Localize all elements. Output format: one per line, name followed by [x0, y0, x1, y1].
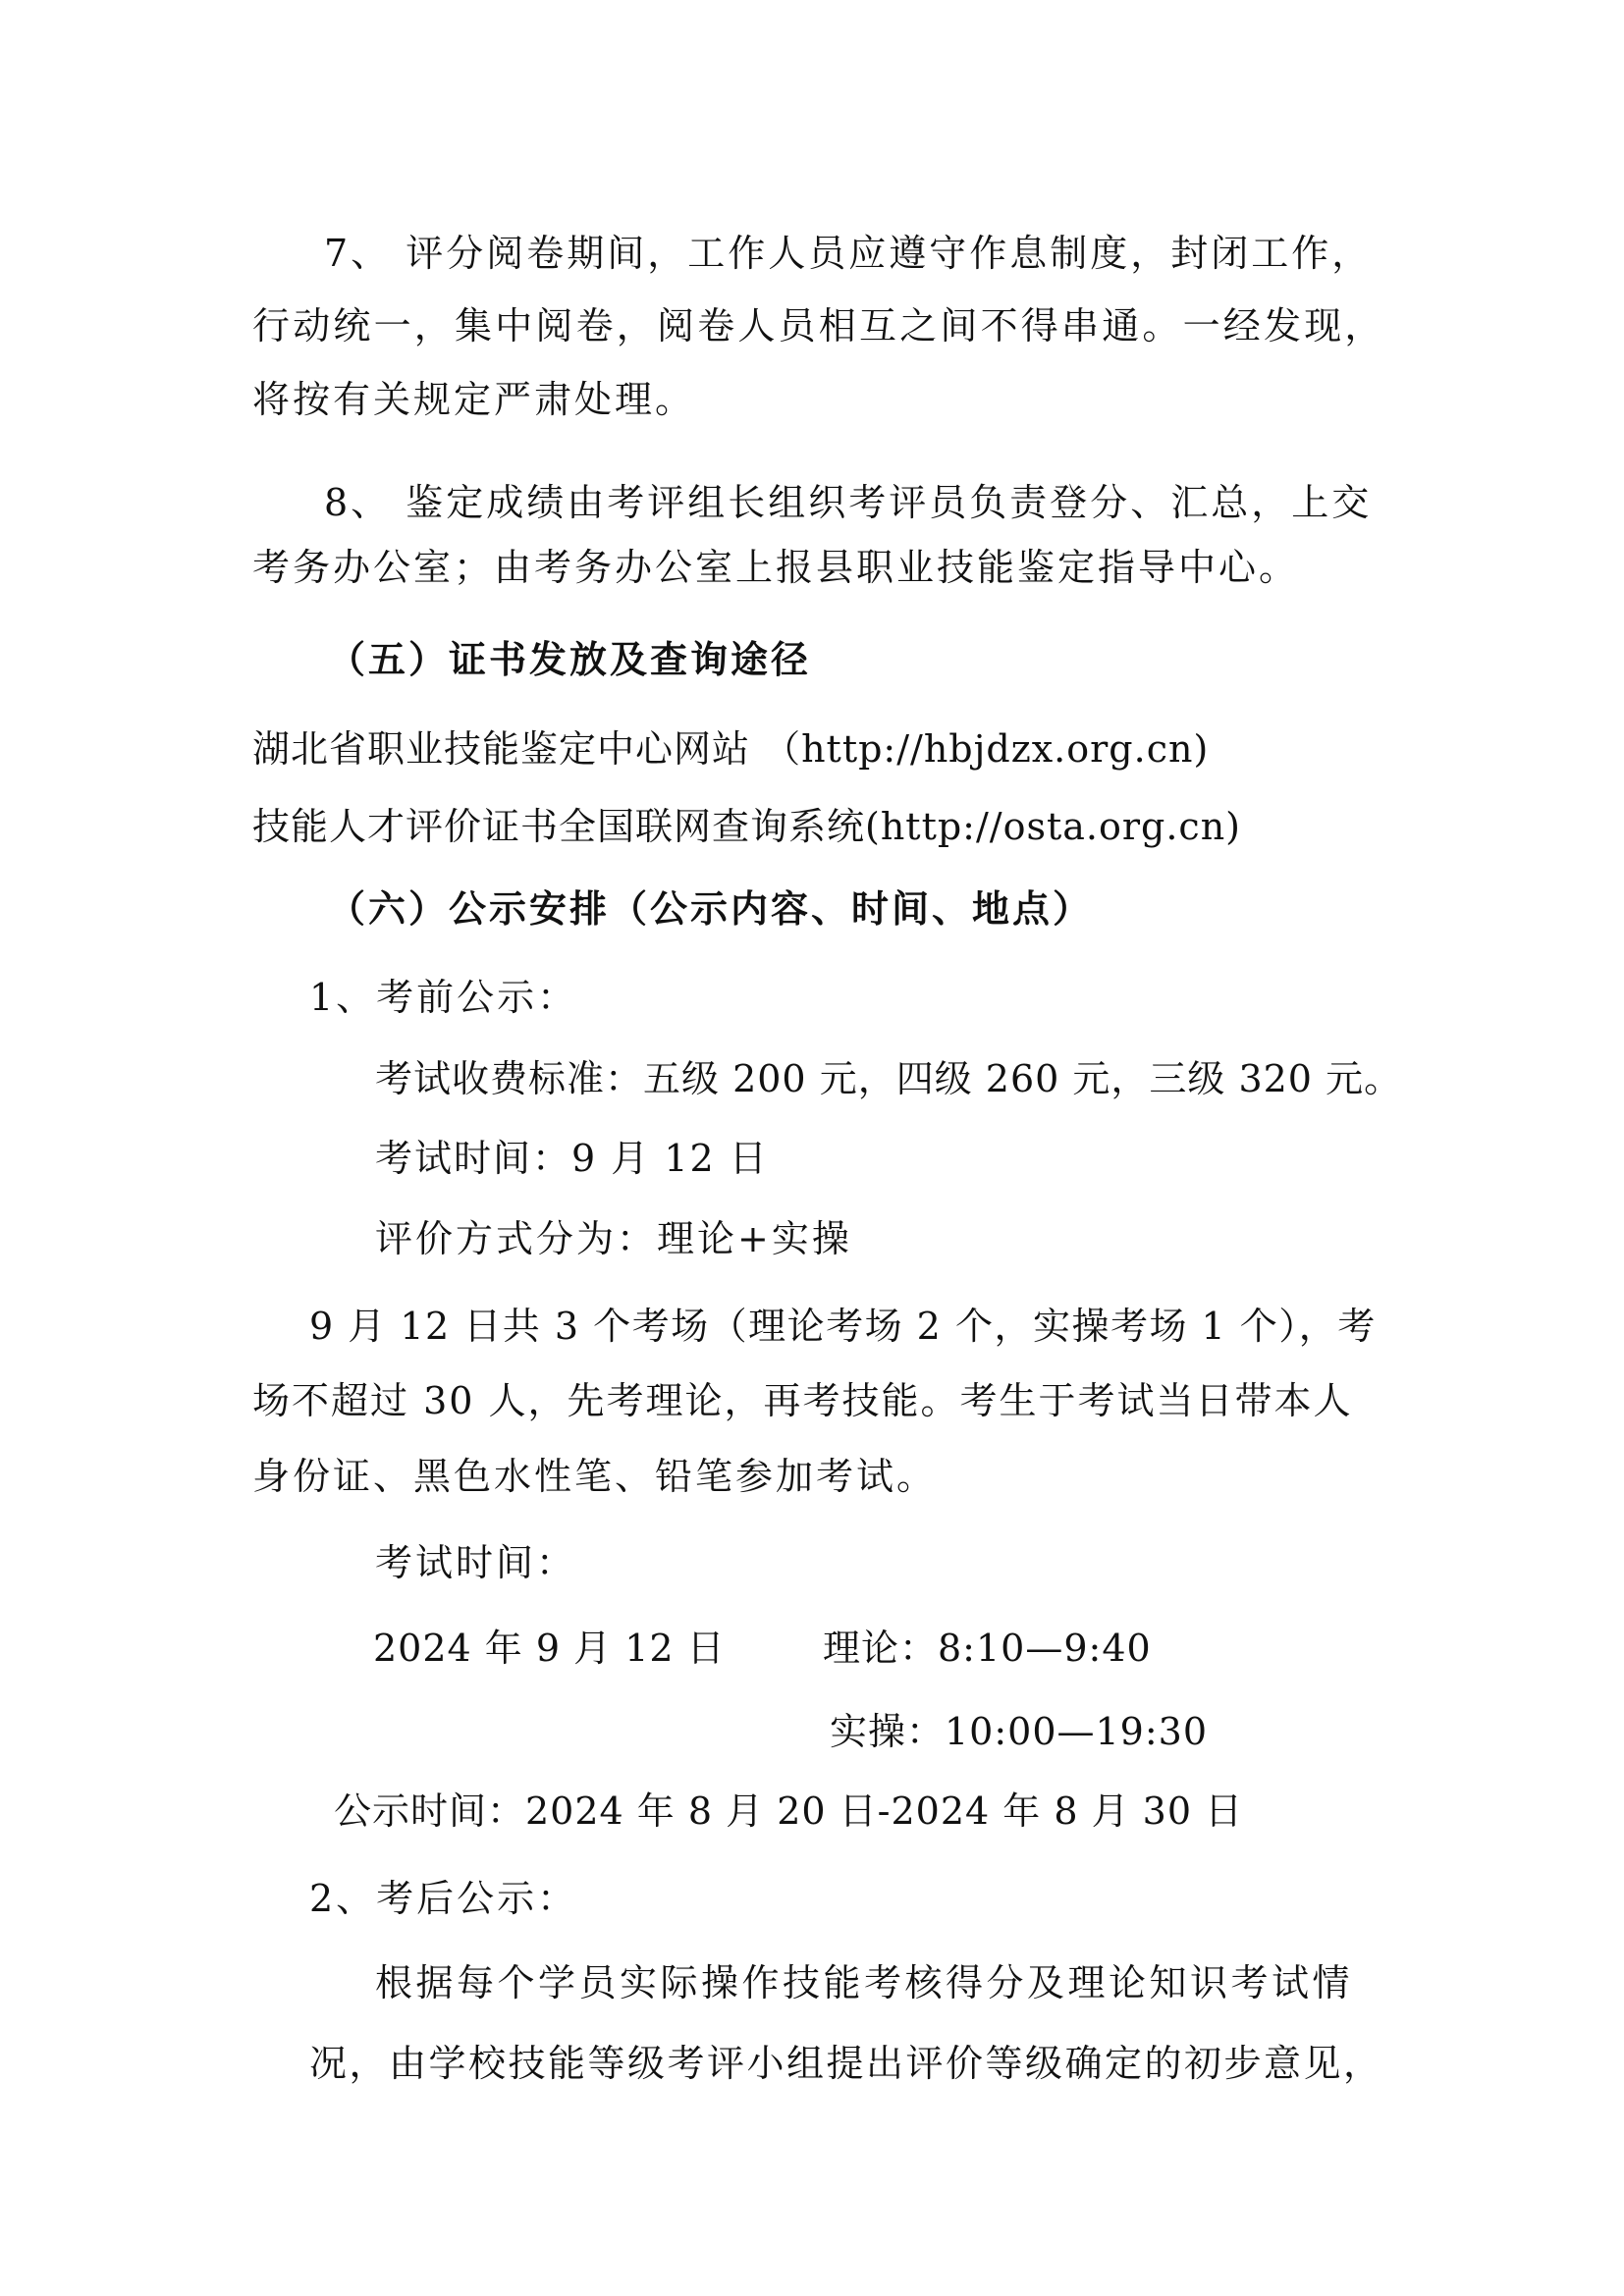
practice-time: 实操：10:00—19:30 [830, 1710, 1209, 1753]
pre-publicity-title: 1、考前公示： [309, 976, 578, 1019]
evaluation-method: 评价方式分为：理论+实操 [375, 1217, 852, 1260]
schedule-label: 考试时间： [375, 1541, 577, 1584]
publicity-time: 公示时间：2024 年 8 月 20 日-2024 年 8 月 30 日 [334, 1789, 1244, 1833]
exam-fee: 考试收费标准：五级 200 元，四级 260 元，三级 320 元。 [375, 1057, 1403, 1100]
section6-heading: （六）公示安排（公示内容、时间、地点） [328, 887, 1094, 931]
post-line1: 根据每个学员实际操作技能考核得分及理论知识考试情 [375, 1961, 1354, 2004]
item8-line2: 考务办公室；由考务办公室上报县职业技能鉴定指导中心。 [252, 546, 1300, 589]
item7-line3: 将按有关规定严肃处理。 [252, 378, 696, 421]
section5-heading: （五）证书发放及查询途径 [328, 638, 812, 681]
post-publicity-title: 2、考后公示： [309, 1877, 578, 1920]
schedule-date: 2024 年 9 月 12 日 [373, 1627, 726, 1670]
rooms-line2: 场不超过 30 人，先考理论，再考技能。考生于考试当日带本人 [252, 1379, 1353, 1422]
rooms-line3: 身份证、黑色水性笔、铅笔参加考试。 [252, 1455, 938, 1498]
rooms-line1: 9 月 12 日共 3 个考场（理论考场 2 个，实操考场 1 个），考 [309, 1305, 1377, 1348]
item7-line1: 7、 评分阅卷期间，工作人员应遵守作息制度，封闭工作， [324, 232, 1373, 275]
section5-link2: 技能人才评价证书全国联网查询系统(http://osta.org.cn) [252, 805, 1241, 848]
exam-date: 考试时间：9 月 12 日 [375, 1137, 769, 1180]
section5-link1: 湖北省职业技能鉴定中心网站 （http://hbjdzx.org.cn) [252, 727, 1210, 771]
item7-line2: 行动统一，集中阅卷，阅卷人员相互之间不得串通。一经发现， [252, 304, 1385, 347]
theory-time: 理论：8:10—9:40 [823, 1627, 1152, 1670]
post-line2: 况，由学校技能等级考评小组提出评价等级确定的初步意见， [309, 2042, 1383, 2085]
item8-line1: 8、 鉴定成绩由考评组长组织考评员负责登分、汇总，上交 [324, 481, 1373, 524]
